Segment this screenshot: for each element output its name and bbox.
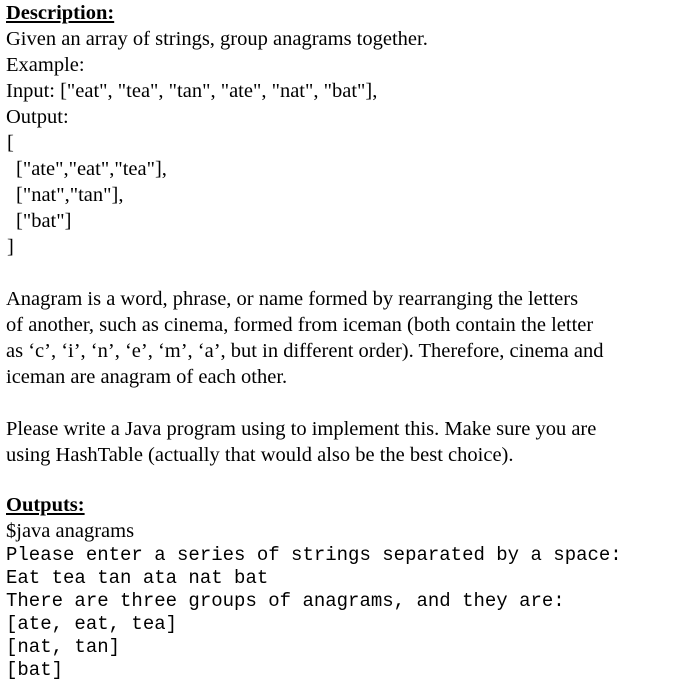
console-line: [bat]	[6, 659, 64, 681]
task-line: using HashTable (actually that would also be the best choice).	[6, 444, 514, 466]
definition-line: of another, such as cinema, formed from iceman (both contain the letter	[6, 314, 594, 336]
outputs-section	[6, 492, 696, 682]
console-line: Eat tea tan ata nat bat	[6, 567, 269, 589]
document-page	[6, 0, 696, 682]
definition-line: iceman are anagram of each other.	[6, 366, 288, 388]
run-command: $java anagrams	[6, 520, 135, 542]
spacer	[6, 390, 696, 416]
console-line: There are three groups of anagrams, and they are:	[6, 590, 565, 612]
anagram-definition-paragraph	[6, 286, 696, 390]
description-section	[6, 0, 696, 260]
spacer	[6, 260, 696, 286]
example-label: Example:	[6, 54, 85, 76]
output-group: ["ate","eat","tea"],	[16, 158, 167, 180]
description-heading: Description:	[6, 2, 115, 24]
console-line: [ate, eat, tea]	[6, 613, 178, 635]
output-group: ["bat"]	[16, 210, 72, 232]
output-group: ["nat","tan"],	[16, 184, 124, 206]
console-line: Please enter a series of strings separated by a space:	[6, 544, 622, 566]
task-line: Please write a Java program using to implement this. Make sure you are	[6, 418, 597, 440]
definition-line: as ‘c’, ‘i’, ‘n’, ‘e’, ‘m’, ‘a’, but in different order). Therefore, cinema and	[6, 340, 604, 362]
outputs-heading: Outputs:	[6, 494, 85, 516]
output-open-bracket: [	[7, 132, 14, 154]
task-paragraph	[6, 416, 696, 468]
console-line: [nat, tan]	[6, 636, 121, 658]
spacer	[6, 468, 696, 492]
example-input: Input: ["eat", "tea", "tan", "ate", "nat", "bat"],	[6, 80, 378, 102]
description-intro: Given an array of strings, group anagrams together.	[6, 28, 428, 50]
output-close-bracket: ]	[7, 236, 14, 258]
example-output-label: Output:	[6, 106, 69, 128]
definition-line: Anagram is a word, phrase, or name formed by rearranging the letters	[6, 288, 579, 310]
